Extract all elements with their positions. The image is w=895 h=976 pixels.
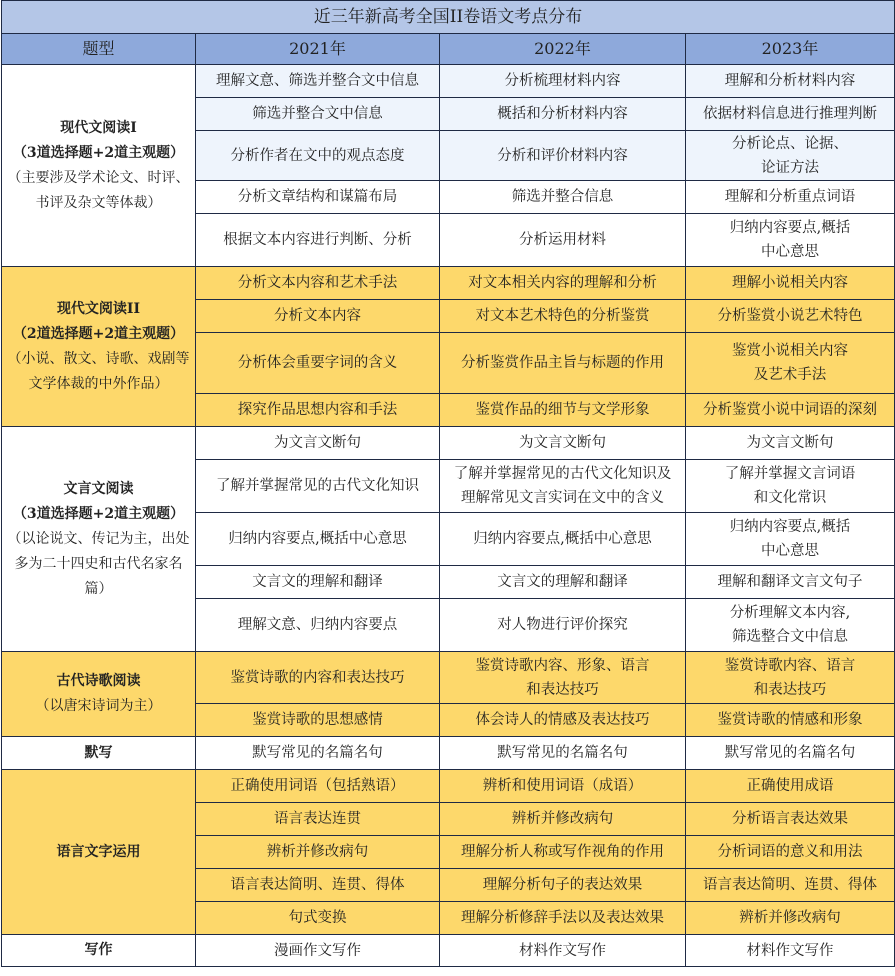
category-name: 默写 [84, 744, 113, 761]
table-row [2, 770, 895, 803]
cell-text-line: 了解并掌握文言词语 [724, 466, 856, 482]
table-row [2, 65, 895, 98]
category-subtitle: （2道选择题+2道主观题） [12, 325, 185, 342]
topic-cell-2022 [440, 935, 686, 967]
category-note: （小说、散文、诗歌、戏剧等文学体裁的中外作品） [7, 350, 190, 392]
cell-text-line: 分析理解文本内容, [729, 605, 851, 621]
cell-text-line: 及艺术手法 [753, 367, 827, 383]
topic-cell-2023 [686, 300, 895, 333]
topic-cell-2022 [440, 131, 686, 181]
cell-text-line: 对文本艺术特色的分析鉴赏 [475, 308, 650, 324]
category-note: （主要涉及学术论文、时评、书评及杂文等体裁） [7, 169, 190, 211]
topic-cell-2021 [196, 513, 440, 566]
cell-text-line: 语言表达简明、连贯、得体 [703, 877, 877, 893]
cell-text-line: 分析文本内容 [274, 308, 361, 324]
category-name: 语言文字运用 [56, 843, 141, 860]
topic-cell-2023 [686, 869, 895, 902]
cell-text-line: 材料作文写作 [746, 942, 834, 959]
topic-cell-2022 [440, 214, 686, 267]
cell-text-line: 正确使用成语 [746, 778, 834, 794]
cell-text-line: 探究作品思想内容和手法 [237, 402, 398, 418]
cell-text-line: 对文本相关内容的理解和分析 [468, 275, 657, 291]
topic-cell-2023 [686, 513, 895, 566]
category-name: 现代文阅读II [56, 300, 141, 317]
category-name: 古代诗歌阅读 [56, 673, 141, 689]
topic-cell-2021 [196, 599, 440, 652]
topic-cell-2021 [196, 770, 440, 803]
cell-text-line: 归纳内容要点,概括 [729, 519, 851, 535]
cell-text-line: 默写常见的名篇名句 [497, 745, 628, 761]
cell-text-line: 中心意思 [761, 543, 819, 559]
cell-text-line: 分析鉴赏小说艺术特色 [717, 308, 863, 324]
cell-text-line: 理解小说相关内容 [732, 275, 848, 291]
cell-text-line: 材料作文写作 [519, 942, 606, 959]
category-cell [2, 65, 196, 267]
cell-text-line: 分析运用材料 [519, 232, 606, 248]
header-row [2, 34, 895, 65]
cell-text-line: 体会诗人的情感及表达技巧 [475, 712, 650, 728]
topic-cell-2023 [686, 333, 895, 394]
topic-cell-2021 [196, 98, 440, 131]
topic-cell-2023 [686, 427, 895, 460]
topic-cell-2021 [196, 704, 440, 737]
topic-cell-2023 [686, 181, 895, 214]
cell-text-line: 默写常见的名篇名句 [724, 745, 856, 761]
topic-cell-2021 [196, 394, 440, 427]
category-name: 现代文阅读I [60, 119, 137, 136]
cell-text-line: 辨析并修改病句 [739, 910, 841, 926]
cell-text-line: 归纳内容要点,概括中心意思 [228, 531, 407, 547]
cell-text-line: 分析论点、论据、 [732, 135, 848, 152]
topic-cell-2023 [686, 566, 895, 599]
topic-cell-2021 [196, 131, 440, 181]
cell-text-line: 鉴赏诗歌的内容和表达技巧 [230, 669, 405, 686]
table-row [2, 652, 895, 704]
topic-cell-2022 [440, 566, 686, 599]
cell-text-line: 辨析并修改病句 [511, 811, 614, 827]
category-name: 写作 [84, 942, 113, 958]
cell-text-line: 对人物进行评价探究 [497, 617, 628, 633]
category-cell [2, 267, 196, 427]
topic-cell-2022 [440, 394, 686, 427]
cell-text-line: 鉴赏诗歌的情感和形象 [717, 712, 863, 728]
topic-cell-2021 [196, 300, 440, 333]
table-row [2, 427, 895, 460]
topic-cell-2023 [686, 214, 895, 267]
cell-text-line: 为文言文断句 [746, 435, 834, 451]
header-cell-2021: 2021年 [196, 34, 440, 65]
topic-cell-2023 [686, 737, 895, 770]
cell-text-line: 理解常见文言实词在文中的含义 [461, 490, 664, 506]
topic-cell-2023 [686, 394, 895, 427]
topic-cell-2021 [196, 652, 440, 704]
cell-text-line: 理解文意、筛选并整合文中信息 [216, 73, 419, 89]
topic-cell-2023 [686, 652, 895, 704]
topic-cell-2023 [686, 599, 895, 652]
category-name: 文言文阅读 [63, 480, 134, 497]
cell-text-line: 理解分析人称或写作视角的作用 [461, 844, 664, 860]
topic-cell-2021 [196, 836, 440, 869]
topic-cell-2022 [440, 98, 686, 131]
topic-cell-2023 [686, 770, 895, 803]
topic-cell-2021 [196, 427, 440, 460]
topic-cell-2022 [440, 65, 686, 98]
topic-cell-2023 [686, 460, 895, 513]
topic-cell-2022 [440, 300, 686, 333]
cell-text-line: 理解文意、归纳内容要点 [237, 617, 398, 633]
cell-text-line: 为文言文断句 [519, 435, 606, 451]
cell-text-line: 分析作者在文中的观点态度 [230, 147, 405, 164]
category-subtitle: （3道选择题+2道主观题） [12, 505, 185, 522]
topic-cell-2021 [196, 566, 440, 599]
topic-cell-2021 [196, 935, 440, 967]
cell-text-line: 分析鉴赏小说中词语的深刻 [703, 402, 877, 418]
table-row [2, 737, 895, 770]
topic-cell-2022 [440, 599, 686, 652]
cell-text-line: 分析语言表达效果 [732, 811, 848, 827]
cell-text-line: 了解并掌握常见的古代文化知识及 [453, 466, 672, 482]
cell-text-line: 归纳内容要点,概括 [729, 220, 851, 236]
topic-cell-2022 [440, 770, 686, 803]
topic-cell-2021 [196, 65, 440, 98]
category-cell [2, 737, 196, 770]
table-row [2, 267, 895, 300]
category-cell [2, 652, 196, 737]
cell-text-line: 依据材料信息进行推理判断 [703, 106, 877, 122]
cell-text-line: 理解分析修辞手法以及表达效果 [461, 910, 664, 926]
topic-cell-2021 [196, 181, 440, 214]
cell-text-line: 文言文的理解和翻译 [252, 574, 383, 590]
topic-cell-2023 [686, 131, 895, 181]
category-cell [2, 427, 196, 652]
title-row [2, 1, 895, 34]
cell-text-line: 论证方法 [761, 159, 819, 176]
topic-cell-2022 [440, 803, 686, 836]
category-cell [2, 770, 196, 935]
topic-cell-2022 [440, 267, 686, 300]
topic-cell-2023 [686, 65, 895, 98]
cell-text-line: 文言文的理解和翻译 [497, 574, 628, 590]
cell-text-line: 鉴赏小说相关内容 [732, 343, 848, 359]
cell-text-line: 理解和分析重点词语 [724, 189, 856, 205]
topic-cell-2022 [440, 427, 686, 460]
cell-text-line: 鉴赏诗歌内容、语言 [724, 657, 856, 674]
cell-text-line: 鉴赏诗歌的思想感情 [252, 712, 383, 728]
cell-text-line: 分析体会重要字词的含义 [237, 355, 398, 371]
cell-text-line: 默写常见的名篇名句 [252, 745, 383, 761]
exam-distribution-table [1, 0, 895, 967]
topic-cell-2022 [440, 902, 686, 935]
topic-cell-2021 [196, 902, 440, 935]
topic-cell-2022 [440, 460, 686, 513]
table-row [2, 935, 895, 967]
cell-text-line: 中心意思 [761, 244, 819, 260]
table-body [2, 1, 895, 967]
topic-cell-2021 [196, 869, 440, 902]
cell-text-line: 理解和翻译文言文句子 [717, 574, 863, 590]
topic-cell-2022 [440, 513, 686, 566]
cell-text-line: 根据文本内容进行判断、分析 [223, 232, 412, 248]
cell-text-line: 为文言文断句 [274, 435, 361, 451]
category-subtitle: （3道选择题+2道主观题） [12, 144, 185, 161]
topic-cell-2023 [686, 902, 895, 935]
topic-cell-2022 [440, 181, 686, 214]
topic-cell-2023 [686, 267, 895, 300]
topic-cell-2023 [686, 803, 895, 836]
cell-text-line: 归纳内容要点,概括中心意思 [473, 531, 652, 547]
cell-text-line: 和文化常识 [753, 490, 827, 506]
topic-cell-2021 [196, 803, 440, 836]
topic-cell-2023 [686, 98, 895, 131]
header-cell-2022: 2022年 [440, 34, 686, 65]
topic-cell-2022 [440, 869, 686, 902]
topic-cell-2022 [440, 737, 686, 770]
cell-text-line: 分析文章结构和谋篇布局 [237, 189, 398, 205]
topic-cell-2022 [440, 836, 686, 869]
cell-text-line: 鉴赏诗歌内容、形象、语言 [475, 657, 650, 674]
category-note: （以论说文、传记为主，出处多为二十四史和古代名家名篇） [7, 530, 190, 597]
cell-text-line: 分析鉴赏作品主旨与标题的作用 [461, 355, 664, 371]
cell-text-line: 分析和评价材料内容 [497, 147, 628, 164]
cell-text-line: 概括和分析材料内容 [497, 106, 628, 122]
cell-text-line: 语言表达简明、连贯、得体 [230, 877, 405, 893]
header-cell-type: 题型 [2, 34, 196, 65]
cell-text-line: 分析梳理材料内容 [504, 73, 621, 89]
cell-text-line: 语言表达连贯 [274, 811, 361, 827]
cell-text-line: 正确使用词语（包括熟语） [230, 778, 405, 794]
cell-text-line: 和表达技巧 [753, 681, 827, 698]
topic-cell-2022 [440, 333, 686, 394]
topic-cell-2021 [196, 333, 440, 394]
topic-cell-2023 [686, 704, 895, 737]
topic-cell-2021 [196, 267, 440, 300]
table-title: 近三年新高考全国II卷语文考点分布 [2, 1, 895, 34]
cell-text-line: 分析文本内容和艺术手法 [237, 275, 398, 291]
cell-text-line: 句式变换 [288, 910, 347, 926]
cell-text-line: 和表达技巧 [526, 681, 599, 698]
cell-text-line: 理解和分析材料内容 [724, 73, 856, 89]
cell-text-line: 理解分析句子的表达效果 [482, 877, 643, 893]
category-cell [2, 935, 196, 967]
topic-cell-2021 [196, 737, 440, 770]
topic-cell-2022 [440, 652, 686, 704]
topic-cell-2023 [686, 836, 895, 869]
cell-text-line: 筛选整合文中信息 [732, 629, 848, 645]
cell-text-line: 漫画作文写作 [274, 942, 361, 959]
header-cell-2023: 2023年 [686, 34, 895, 65]
cell-text-line: 鉴赏作品的细节与文学形象 [475, 402, 650, 418]
category-note: （以唐宋诗词为主） [35, 698, 162, 714]
topic-cell-2021 [196, 214, 440, 267]
cell-text-line: 了解并掌握常见的古代文化知识 [216, 478, 419, 494]
topic-cell-2023 [686, 935, 895, 967]
cell-text-line: 筛选并整合信息 [511, 189, 614, 205]
cell-text-line: 辨析和使用词语（成语） [482, 778, 643, 794]
topic-cell-2021 [196, 460, 440, 513]
topic-cell-2022 [440, 704, 686, 737]
cell-text-line: 辨析并修改病句 [266, 844, 369, 860]
cell-text-line: 筛选并整合文中信息 [252, 106, 383, 122]
cell-text-line: 分析词语的意义和用法 [717, 844, 863, 860]
